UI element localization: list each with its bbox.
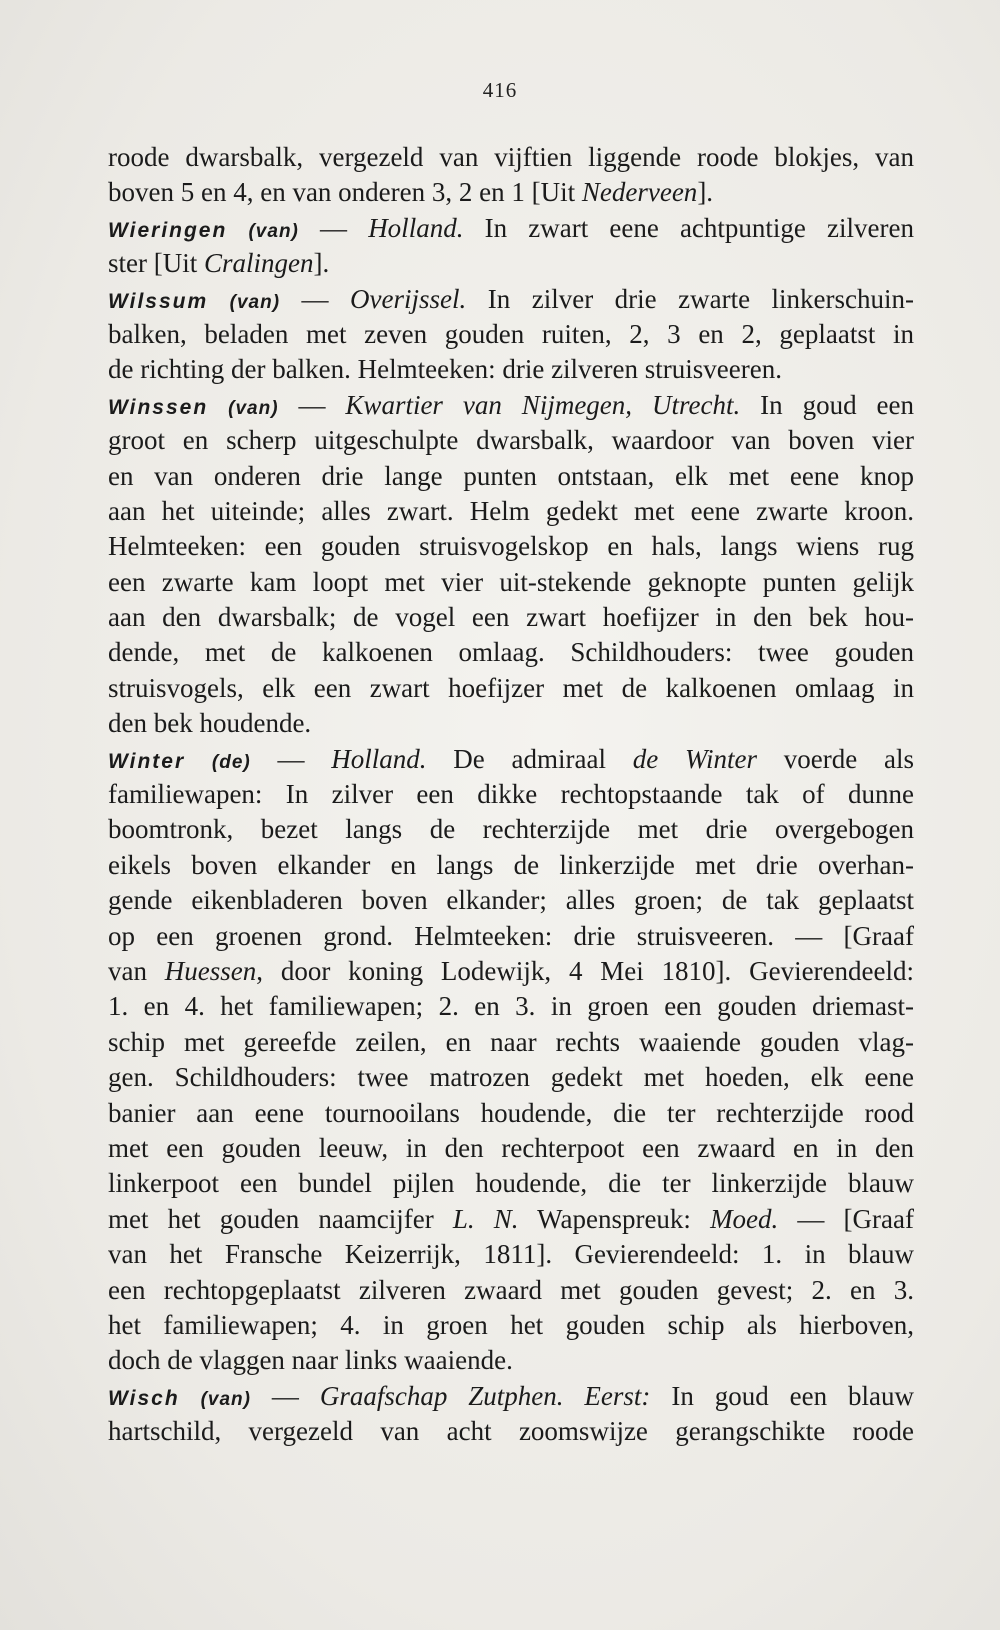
entry-name: Wisch xyxy=(108,1386,180,1410)
text-line xyxy=(108,175,914,210)
text-line xyxy=(108,211,914,246)
text-segment: hartschild, vergezeld van acht zoomswijze gerangschikte roode xyxy=(108,1416,914,1447)
text-segment xyxy=(185,744,212,774)
text-segment: op een groenen grond. Helmteeken: drie struisveeren. — [Graaf xyxy=(108,920,914,951)
text-line xyxy=(108,1202,914,1237)
text-line xyxy=(108,706,914,741)
text-segment: en van onderen drie lange punten ontstaan, elk met eene knop xyxy=(108,460,914,491)
text-segment: Cralingen xyxy=(203,248,314,279)
text-line xyxy=(108,140,914,175)
text-line xyxy=(108,1025,914,1060)
text-segment: Huessen xyxy=(164,955,257,986)
text-segment: In zwart eene achtpuntige zilveren xyxy=(463,212,914,243)
text-segment: L. N. xyxy=(452,1203,519,1234)
text-segment: de richting der balken. Helmteeken: drie zilveren struisveeren. xyxy=(108,354,782,385)
entry-particle: (van) xyxy=(248,220,299,242)
text-segment: Moed. xyxy=(710,1203,779,1234)
text-line xyxy=(108,529,914,564)
text-segment: de Winter xyxy=(632,743,758,774)
text-segment: van xyxy=(108,955,165,986)
text-segment: — xyxy=(298,212,369,243)
text-segment: ]. xyxy=(697,177,714,208)
text-segment: Nederveen xyxy=(581,177,698,208)
entry-particle: (de) xyxy=(211,751,251,773)
text-segment: ster [Uit xyxy=(108,248,204,279)
text-segment: een zwarte kam loopt met vier uit-stekende geknopte punten gelijk xyxy=(108,566,914,597)
text-line xyxy=(108,989,914,1024)
text-segment: den bek houdende. xyxy=(108,708,312,739)
text-segment: In goud een blauw xyxy=(650,1380,915,1411)
text-segment: Helmteeken: een gouden struisvogelskop en hals, langs wiens rug xyxy=(108,531,914,562)
text-segment: struisvogels, elk een zwart hoefijzer met de kalkoenen omlaag in xyxy=(108,672,914,703)
text-line xyxy=(108,1273,914,1308)
text-segment: 1. en 4. het familiewapen; 2. en 3. in groen een gouden driemast- xyxy=(108,991,914,1022)
text-segment: ]. xyxy=(313,248,330,279)
text-segment xyxy=(208,284,229,314)
text-line xyxy=(108,1096,914,1131)
page-number: 416 xyxy=(482,78,518,102)
text-line xyxy=(108,388,914,423)
text-segment: — xyxy=(280,283,351,314)
text-segment: Overijssel. xyxy=(350,283,467,314)
text-line xyxy=(108,317,914,352)
text-segment: met een gouden leeuw, in den rechterpoot een zwaard en in den xyxy=(108,1132,914,1163)
text-line xyxy=(108,282,914,317)
text-line xyxy=(108,1060,914,1095)
text-line xyxy=(108,246,914,281)
text-line xyxy=(108,777,914,812)
text-line xyxy=(108,600,914,635)
text-segment: doch de vlaggen naar links waaiende. xyxy=(108,1345,513,1376)
text-line xyxy=(108,1237,914,1272)
text-segment: eikels boven elkander en langs de linkerzijde met drie overhan- xyxy=(108,849,914,880)
text-segment: — xyxy=(251,1380,320,1411)
text-segment: linkerpoot een bundel pijlen houdende, die ter linkerzijde blauw xyxy=(108,1168,914,1199)
text-segment: van het Fransche Keizerrijk, 1811]. Gevierendeeld: 1. in blauw xyxy=(108,1239,914,1270)
text-segment: In goud een xyxy=(740,389,915,420)
text-segment: , door koning Lodewijk, 4 Mei 1810]. Gevierendeeld: xyxy=(256,955,915,986)
text-line xyxy=(108,883,914,918)
text-line xyxy=(108,352,914,387)
text-segment: In zilver drie zwarte linkerschuin- xyxy=(466,283,915,314)
text-line xyxy=(108,1166,914,1201)
text-segment: dende, met de kalkoenen omlaag. Schildhouders: twee gouden xyxy=(108,637,914,668)
text-line xyxy=(108,954,914,989)
text-segment xyxy=(208,390,228,420)
text-line xyxy=(108,459,914,494)
text-line xyxy=(108,1379,914,1414)
text-line xyxy=(108,671,914,706)
text-segment: — xyxy=(250,743,332,774)
text-line xyxy=(108,1131,914,1166)
text-segment: balken, beladen met zeven gouden ruiten, 2, 3 en 2, geplaatst in xyxy=(108,318,914,349)
text-segment: voerde als xyxy=(757,743,915,774)
text-segment: — xyxy=(278,389,346,420)
text-segment: gende eikenbladeren boven elkander; alles groen; de tak geplaatst xyxy=(108,885,914,916)
text-segment: familiewapen: In zilver een dikke rechtopstaande tak of dunne xyxy=(108,779,914,810)
text-segment: roode dwarsbalk, vergezeld van vijftien liggende roode blokjes, van xyxy=(108,142,914,172)
text-column xyxy=(108,140,914,1449)
text-segment: Holland. xyxy=(368,212,464,243)
text-segment xyxy=(227,213,248,243)
text-segment: gen. Schildhouders: twee matrozen gedekt met hoeden, elk eene xyxy=(108,1062,914,1093)
text-segment: Kwartier van Nijmegen, Utrecht. xyxy=(345,389,741,420)
text-segment: De admiraal xyxy=(426,743,633,774)
text-line xyxy=(108,494,914,529)
text-segment xyxy=(180,1381,201,1411)
text-segment: groot en scherp uitgeschulpte dwarsbalk, waardoor van boven vier xyxy=(108,425,914,456)
text-line xyxy=(108,635,914,670)
text-line xyxy=(108,1308,914,1343)
text-segment: met het gouden naamcijfer xyxy=(108,1203,453,1234)
text-segment: — [Graaf xyxy=(778,1203,914,1234)
entry-name: Wilssum xyxy=(108,289,209,313)
text-line xyxy=(108,1414,914,1449)
entry-particle: (van) xyxy=(229,291,281,313)
text-segment: Holland. xyxy=(331,743,427,774)
text-line xyxy=(108,742,914,777)
text-line xyxy=(108,848,914,883)
text-segment: boven 5 en 4, en van onderen 3, 2 en 1 [Uit xyxy=(108,177,582,208)
entry-name: Wieringen xyxy=(108,218,228,242)
text-line xyxy=(108,1343,914,1378)
text-segment: Wapenspreuk: xyxy=(518,1203,711,1234)
text-segment: aan den dwarsbalk; de vogel een zwart hoefijzer in den bek hou- xyxy=(108,602,914,633)
text-segment: een rechtopgeplaatst zilveren zwaard met gouden gevest; 2. en 3. xyxy=(108,1274,914,1305)
entry-particle: (van) xyxy=(200,1388,251,1410)
text-line xyxy=(108,423,914,458)
text-line xyxy=(108,812,914,847)
text-segment: banier aan eene tournooilans houdende, die ter rechterzijde rood xyxy=(108,1097,914,1128)
text-segment: schip met gereefde zeilen, en naar rechts waaiende gouden vlag- xyxy=(108,1026,914,1057)
entry-particle: (van) xyxy=(228,397,279,419)
entry-name: Winssen xyxy=(108,395,209,419)
text-segment: Graafschap Zutphen. Eerst: xyxy=(319,1380,651,1411)
text-segment: het familiewapen; 4. in groen het gouden schip als hierboven, xyxy=(108,1309,914,1340)
entry-name: Winter xyxy=(108,749,186,773)
text-line xyxy=(108,565,914,600)
text-segment: boomtronk, bezet langs de rechterzijde met drie overgebogen xyxy=(108,814,914,845)
text-line xyxy=(108,919,914,954)
text-segment: aan het uiteinde; alles zwart. Helm gedekt met eene zwarte kroon. xyxy=(108,495,914,526)
